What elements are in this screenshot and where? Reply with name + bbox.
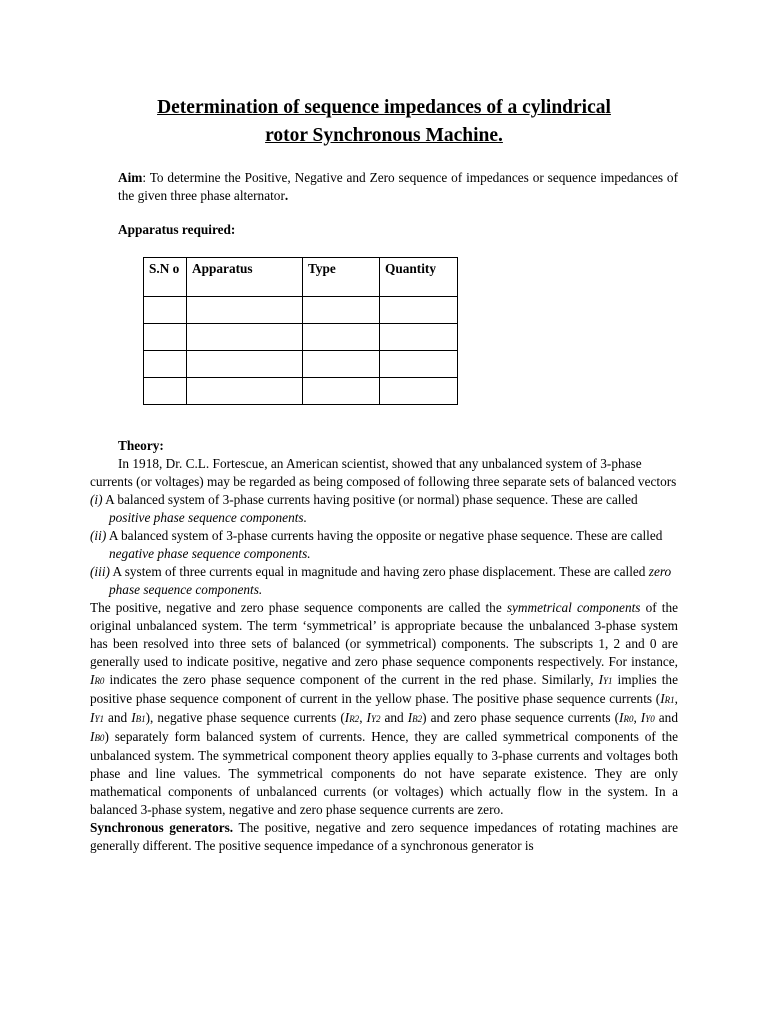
table-cell — [380, 324, 458, 351]
text-run: ), negative phase sequence currents ( — [145, 710, 345, 725]
table-cell — [144, 378, 187, 405]
synchronous-generators-paragraph — [90, 819, 678, 855]
table-row — [144, 351, 458, 378]
header-sno: S.N o — [144, 258, 187, 297]
list-item — [90, 491, 678, 527]
symbol-subscript: R0 — [94, 676, 105, 686]
symbol-subscript: R2 — [349, 714, 360, 724]
text-run: implies the positive phase sequence component of current in the yellow phase. The positive phase sequence currents ( — [90, 672, 678, 706]
aim-label: Aim — [118, 170, 143, 185]
list-emphasis: negative phase sequence components. — [109, 546, 311, 561]
text-run: and — [654, 710, 678, 725]
symmetrical-components-paragraph — [90, 599, 678, 819]
symbol-subscript: B2 — [412, 714, 423, 724]
table-cell — [380, 378, 458, 405]
table-cell — [380, 297, 458, 324]
table-cell — [303, 297, 380, 324]
list-number: (iii) — [90, 564, 110, 579]
table-cell — [380, 351, 458, 378]
table-row — [144, 297, 458, 324]
theory-heading: Theory: — [118, 438, 164, 453]
text-run: , — [359, 710, 367, 725]
symbol-subscript: Y1 — [603, 676, 613, 686]
list-number: (ii) — [90, 528, 107, 543]
text-run: and — [103, 710, 132, 725]
aim-paragraph — [118, 169, 678, 205]
table-cell — [144, 324, 187, 351]
symbol-i: I — [660, 691, 665, 706]
sync-label: Synchronous generators. — [90, 820, 234, 835]
apparatus-table — [143, 257, 458, 405]
apparatus-heading: Apparatus required: — [118, 222, 236, 237]
text-run: and — [380, 710, 408, 725]
table-cell — [303, 324, 380, 351]
header-apparatus: Apparatus — [187, 258, 303, 297]
symbol-i: I — [366, 710, 371, 725]
table-cell — [187, 297, 303, 324]
symbol-i: I — [407, 710, 413, 725]
symbol-i: I — [640, 710, 646, 725]
symbol-subscript: R0 — [623, 714, 634, 724]
symbol-subscript: Y2 — [370, 714, 381, 724]
list-item — [90, 563, 678, 599]
text-run: of the original unbalanced system. The term ‘symmetrical’ is appropriate because the unbalanced 3-phase system has been resolved into three sets of balanced (or symmetrical) components. The subscripts 1, 2 and 0 are generally used to indicate positive, negative and zero phase sequence components respectively. For instance, — [90, 600, 678, 669]
text-run: ) separately form balanced system of currents. Hence, they are called symmetrical components of the unbalanced system. The symmetrical component theory applies equally to 3-phase currents and voltages both phase and line values. The symmetrical components do not have separate existence. They are only mathematical components of unbalanced currents (or voltages) which actually flow in the system. In a balanced 3-phase system, negative and zero phase sequence currents are zero. — [90, 729, 678, 817]
title-line-2: rotor Synchronous Machine. — [265, 125, 503, 146]
table-cell — [144, 297, 187, 324]
list-text: A system of three currents equal in magnitude and having zero phase displacement. These are called — [109, 564, 649, 579]
header-quantity: Quantity — [380, 258, 458, 297]
table-cell — [144, 351, 187, 378]
emphasis-run: symmetrical components — [506, 600, 641, 615]
symbol-subscript: Y1 — [94, 714, 104, 724]
title-line-1: Determination of sequence impedances of a cylindrical — [157, 97, 611, 118]
list-text: A balanced system of 3-phase currents having the opposite or negative phase sequence. These are called — [106, 528, 663, 543]
list-emphasis: zero phase sequence components. — [109, 564, 672, 597]
text-run: indicates the zero phase sequence component of the current in the red phase. Similarly, — [104, 672, 599, 687]
symbol-i: I — [619, 710, 624, 725]
symbol-subscript: B0 — [94, 733, 105, 743]
symbol-i: I — [598, 672, 603, 687]
symbol-i: I — [90, 672, 95, 687]
text-run: , — [674, 691, 678, 706]
table-row — [144, 378, 458, 405]
text-run: ) and zero phase sequence currents ( — [422, 710, 620, 725]
table-cell — [187, 378, 303, 405]
sync-text: The positive, negative and zero sequence impedances of rotating machines are generally different. The positive sequence impedance of a synchronous generator is — [90, 820, 679, 853]
aim-text: : To determine the Positive, Negative and Zero sequence of impedances or sequence impedances of the given three phase alternator — [118, 170, 678, 203]
list-number: (i) — [90, 492, 103, 507]
list-text: A balanced system of 3-phase currents having positive (or normal) phase sequence. These are called — [102, 492, 638, 507]
aim-period: . — [284, 188, 289, 203]
document-title — [0, 94, 768, 150]
table-cell — [187, 351, 303, 378]
symbol-i: I — [90, 710, 95, 725]
table-header-row — [144, 258, 458, 297]
theory-body — [90, 455, 678, 855]
list-emphasis: positive phase sequence components. — [109, 510, 307, 525]
symbol-subscript: R1 — [664, 695, 675, 705]
text-run: , — [633, 710, 641, 725]
table-cell — [187, 324, 303, 351]
table-cell — [303, 351, 380, 378]
symbol-subscript: B1 — [135, 714, 146, 724]
symbol-i: I — [344, 710, 350, 725]
header-type: Type — [303, 258, 380, 297]
theory-intro: In 1918, Dr. C.L. Fortescue, an American scientist, showed that any unbalanced system of 3-phase currents (or voltages) may be regarded as being composed of following three separate sets of balanced vectors — [90, 456, 677, 489]
table-row — [144, 324, 458, 351]
symbol-i: I — [90, 729, 95, 744]
symbol-subscript: Y0 — [645, 714, 655, 724]
text-run: The positive, negative and zero phase sequence components are called the — [90, 600, 507, 615]
list-item — [90, 527, 678, 563]
table-cell — [303, 378, 380, 405]
symbol-i: I — [131, 710, 136, 725]
